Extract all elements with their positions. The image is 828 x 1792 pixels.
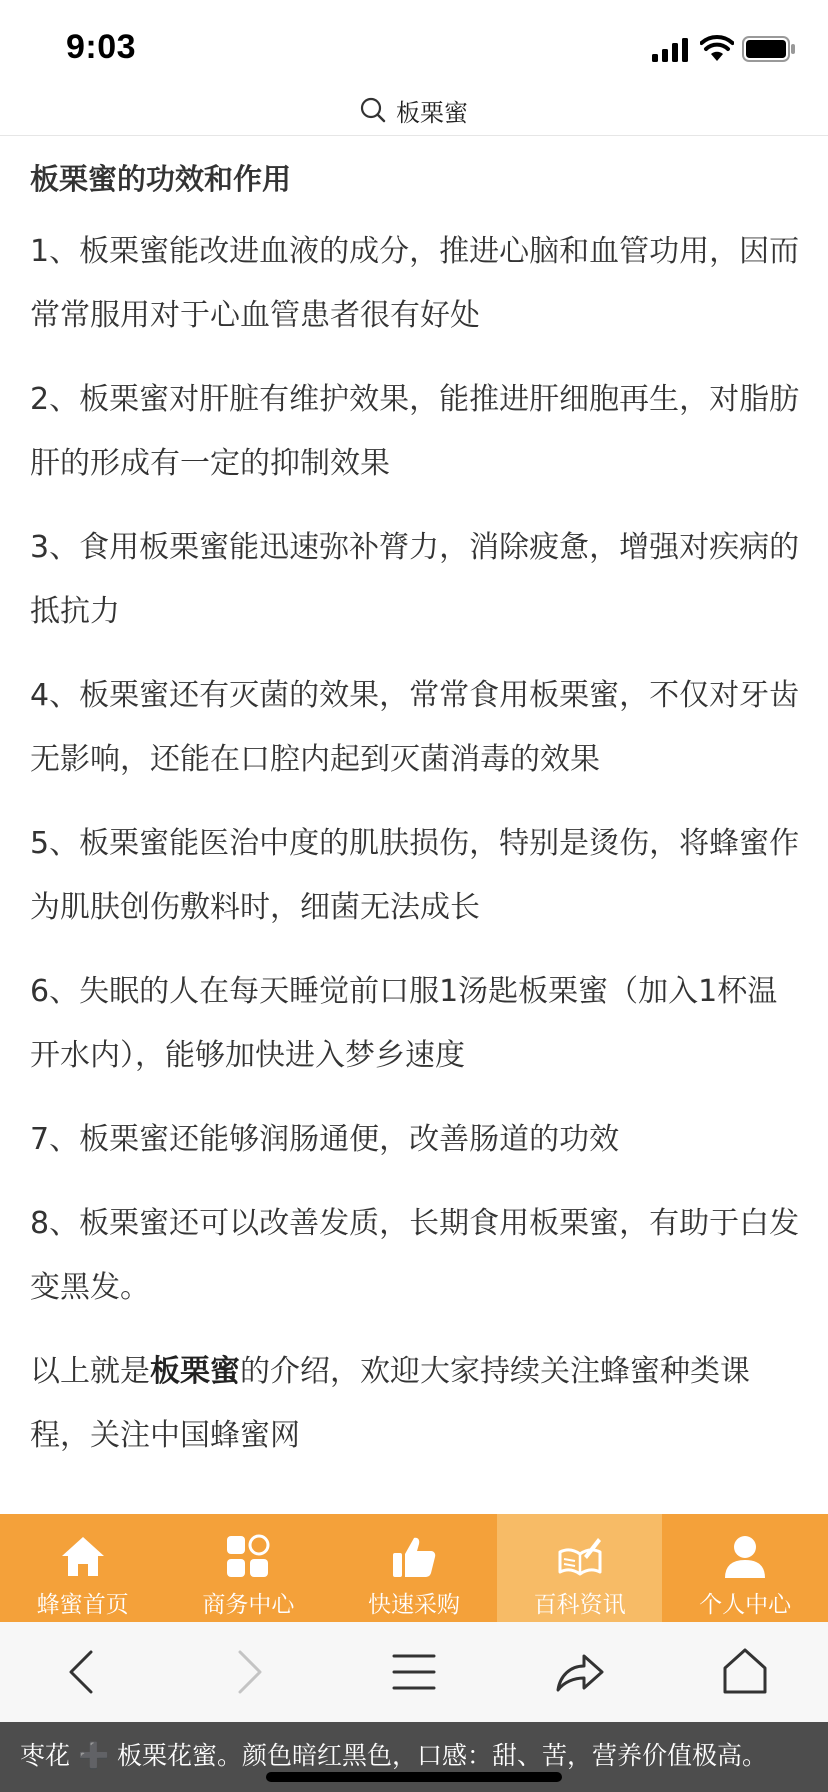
home-indicator[interactable]: [266, 1772, 562, 1782]
nav-label: 蜂蜜首页: [36, 1592, 129, 1618]
closing-keyword: 板栗蜜: [150, 1354, 240, 1389]
person-icon: [721, 1534, 769, 1580]
bottom-banner: [0, 1722, 828, 1792]
search-query: 板栗蜜: [396, 98, 468, 127]
banner-text: 枣花 ➕ 板栗花蜜。颜色暗红黑色，口感：甜、苦，营养价值极高。: [20, 1741, 768, 1770]
home-icon: [59, 1534, 107, 1580]
forward-button[interactable]: [208, 1632, 288, 1712]
article-paragraph: 8、板栗蜜还可以改善发质，长期食用板栗蜜，有助于白发变黑发。: [30, 1206, 800, 1305]
search-icon: [360, 97, 386, 123]
nav-item-business[interactable]: [166, 1514, 332, 1622]
nav-item-purchase[interactable]: [331, 1514, 497, 1622]
article: [30, 136, 800, 1488]
closing-text-before: 以上就是: [30, 1354, 150, 1389]
address-bar[interactable]: [0, 92, 828, 136]
back-arrow-icon: [57, 1646, 109, 1698]
article-paragraph: 7、板栗蜜还能够润肠通便，改善肠道的功效: [30, 1122, 620, 1157]
battery-icon: [742, 36, 796, 62]
article-closing: [30, 1340, 800, 1468]
menu-icon: [388, 1646, 440, 1698]
nav-item-home[interactable]: [0, 1514, 166, 1622]
menu-button[interactable]: [374, 1632, 454, 1712]
home-outline-icon: [719, 1646, 771, 1698]
article-title: 板栗蜜的功效和作用: [30, 162, 292, 196]
signal-icon: [652, 38, 690, 62]
browser-toolbar: [0, 1622, 828, 1722]
share-button[interactable]: [540, 1632, 620, 1712]
article-paragraph: 6、失眠的人在每天睡觉前口服1汤匙板栗蜜（加入1杯温开水内），能够加快进入梦乡速度: [30, 974, 778, 1073]
thumbs-up-icon: [390, 1534, 438, 1580]
status-bar: [0, 0, 828, 92]
status-time: 9:03: [66, 28, 137, 66]
nav-item-encyclopedia[interactable]: [497, 1514, 663, 1622]
grid-icon: [224, 1534, 272, 1580]
nav-label: 商务中心: [202, 1592, 295, 1618]
share-icon: [554, 1646, 606, 1698]
nav-label: 个人中心: [699, 1592, 792, 1618]
closing-text-after: 的介绍，欢迎大家持续关注蜂蜜种类课程，关注中国蜂蜜网: [30, 1354, 750, 1453]
nav-label: 百科资讯: [533, 1592, 626, 1618]
nav-item-profile[interactable]: [662, 1514, 828, 1622]
article-paragraph: 1、板栗蜜能改进血液的成分，推进心脑和血管功用，因而常常服用对于心血管患者很有好处: [30, 234, 800, 333]
home-button[interactable]: [705, 1632, 785, 1712]
article-paragraph: 2、板栗蜜对肝脏有维护效果，能推进肝细胞再生，对脂肪肝的形成有一定的抑制效果: [30, 382, 800, 481]
site-bottom-nav: [0, 1514, 828, 1622]
nav-label: 快速采购: [367, 1592, 460, 1618]
article-paragraph: 4、板栗蜜还有灭菌的效果，常常食用板栗蜜，不仅对牙齿无影响，还能在口腔内起到灭菌消毒的效果: [30, 678, 800, 777]
forward-arrow-icon: [222, 1646, 274, 1698]
book-icon: [556, 1534, 604, 1580]
wifi-icon: [700, 34, 734, 62]
back-button[interactable]: [43, 1632, 123, 1712]
article-paragraph: 3、食用板栗蜜能迅速弥补膂力，消除疲惫，增强对疾病的抵抗力: [30, 530, 800, 629]
article-paragraph: 5、板栗蜜能医治中度的肌肤损伤，特别是烫伤，将蜂蜜作为肌肤创伤敷料时，细菌无法成长: [30, 826, 800, 925]
